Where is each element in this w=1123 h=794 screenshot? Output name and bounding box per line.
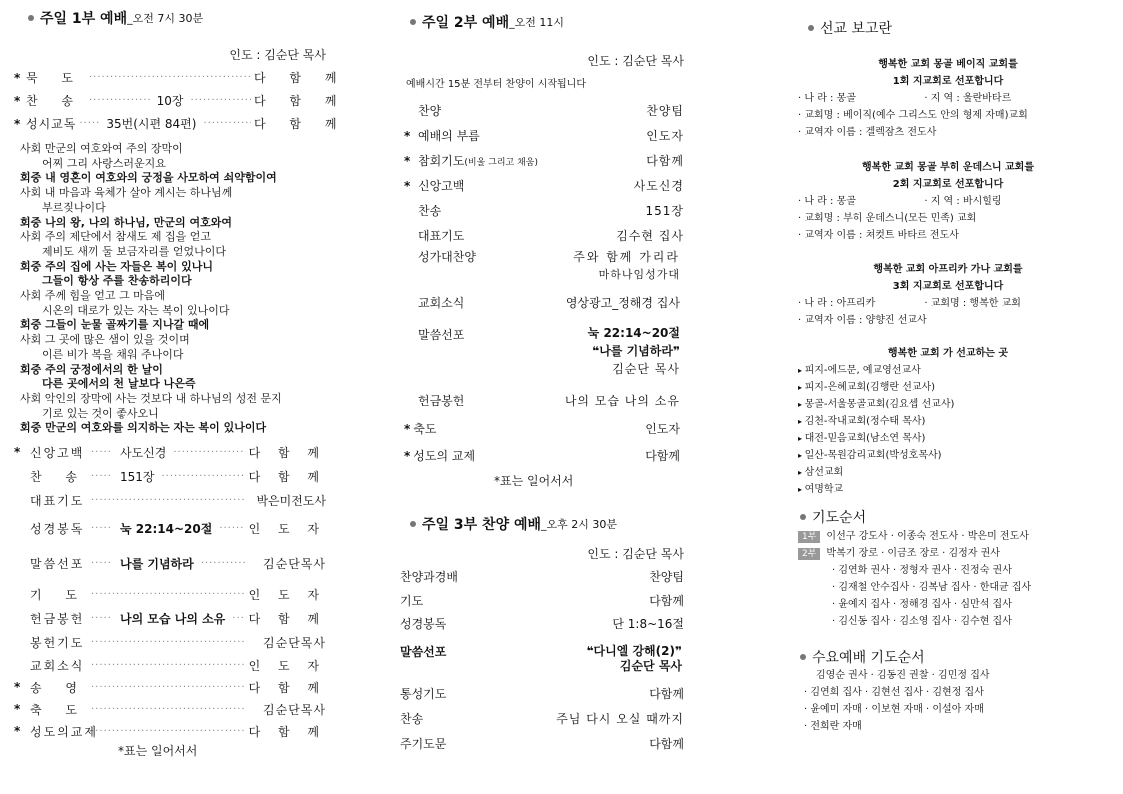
required-star: * <box>404 129 411 143</box>
second-service-time: _오전 11시 <box>509 16 564 29</box>
reading-line: 회중 그들이 눈물 골짜기를 지나갈 때에 <box>20 318 210 332</box>
prayer-row <box>798 613 1031 630</box>
reading-line: 사회 그 곳에 많은 샘이 있을 것이며 <box>20 333 190 347</box>
order-label: 대표기도 <box>418 229 465 243</box>
prayer-header <box>800 507 866 527</box>
order-row <box>14 698 326 720</box>
reading-line: 회중 내 영혼이 여호와의 궁정을 사모하여 쇠약함이여 <box>20 171 277 185</box>
reading-line: 부르짖나이다 <box>42 200 106 214</box>
choir-song: 주와 함께 가리라 <box>573 250 680 264</box>
fellowship-row: * 성도의 교제 다함께 <box>404 449 680 463</box>
second-service-title: 주일 2부 예배 <box>422 15 510 31</box>
news-value: 영상광고_정해경 집사 <box>565 296 680 310</box>
order-value: 다 함 께 <box>248 680 326 695</box>
order-value: 다 함 께 <box>248 445 326 460</box>
order-label: 송 영 <box>30 680 87 695</box>
order-value: 다 함 께 <box>248 469 326 484</box>
order-row <box>14 630 326 654</box>
order-row <box>404 123 684 148</box>
bullet-dot-icon <box>410 19 416 25</box>
third-sermon-label: 말씀선포 <box>400 645 447 659</box>
sermon-reference: 눅 22:14~20절 <box>587 326 680 340</box>
third-service-time: _오후 2시 30분 <box>541 518 618 531</box>
reading-line: 사회 만군의 여호와여 주의 장막이 <box>20 142 183 155</box>
service-tag: 2부 <box>798 548 820 560</box>
prayer-names: 윤예지 집사 · 정해경 집사 · 심만석 집사 <box>838 599 1012 610</box>
order-row <box>404 198 684 223</box>
order-label: 헌금봉헌 <box>30 611 85 626</box>
third-sermon-preacher: 김순단 목사 <box>619 659 682 673</box>
order-detail: 사도신경 <box>120 445 167 460</box>
prayer-names: 박복기 장로 · 이금조 장로 · 김정자 권사 <box>826 548 1000 559</box>
required-star: * <box>404 154 411 168</box>
third-row: 통성기도 다함께 <box>400 687 684 701</box>
reading-line: 제비도 새끼 둘 보금자리를 얻었나이다 <box>42 244 227 258</box>
fellowship-value: 다함께 <box>645 449 680 463</box>
reading-line: 사회 악인의 장막에 사는 것보다 내 하나님의 성전 문지 <box>20 391 282 405</box>
third-service-title: 주일 3부 찬양 예배 <box>422 517 542 533</box>
offering-row <box>418 392 680 409</box>
prayer-title: 기도순서 <box>812 510 867 526</box>
mission-item: ▸ 대전-믿음교회(남소연 목사) <box>798 430 1098 447</box>
mission-item: ▸ 피지-은혜교회(김행란 선교사) <box>798 379 1098 396</box>
prayer-order <box>798 528 1031 630</box>
reading-line: 회중 주의 궁정에서의 한 날이 <box>20 362 163 376</box>
reading-line: 어찌 그리 사랑스러운지요 <box>42 156 166 170</box>
order-row <box>14 676 326 698</box>
wednesday-row: · 김연희 집사 · 김현선 집사 · 김현정 집사 <box>804 684 990 701</box>
required-star: * <box>14 680 21 694</box>
first-service-leader: 인도 : 김순단 목사 <box>229 48 326 62</box>
supported-missions: 행복한 교회 가 선교하는 곳 ▸ 피지-에드문, 예교영선교사 ▸ 피지-은혜교회(김행란 선교사) ▸ 몽골-서울몽골교회(김요셉 선교사) ▸ 김천-작내교회(정수태 목사) ▸ 대전-믿음교회(남소연 목사) ▸ 일산-목원감리교회(박성호목사) ▸ 삼선교회 ▸ 여명학교 <box>798 345 1098 498</box>
mission-item: ▸ 여명학교 <box>798 481 1098 498</box>
order-label: 성경봉독 <box>30 521 85 536</box>
sermon-preacher: 김순단 목사 <box>612 362 680 376</box>
order-value: 다함께 <box>646 154 684 168</box>
order-row <box>404 98 684 123</box>
wednesday-row: · 전희란 자매 <box>804 718 990 735</box>
order-value: 김순단목사 <box>263 556 326 571</box>
order-value: 인 도 자 <box>248 658 326 673</box>
order-label: 대표기도 <box>30 493 85 508</box>
prayer-row <box>798 528 1031 545</box>
benediction-row: * 축도 인도자 <box>404 422 680 436</box>
bullet-dot-icon <box>800 654 806 660</box>
wednesday-row: 김영순 권사 · 김동진 권찰 · 김민정 집사 <box>816 670 990 681</box>
order-detail: 나를 기념하라 <box>120 556 194 571</box>
service-tag: 1부 <box>798 531 820 543</box>
wednesday-header <box>800 647 925 667</box>
required-star: * <box>14 445 21 459</box>
order-value: 김수현 집사 <box>616 229 684 243</box>
prayer-names: 김신동 집사 · 김소영 집사 · 김수현 집사 <box>838 616 1012 627</box>
order-row <box>14 464 326 488</box>
prayer-row <box>798 596 1031 613</box>
second-service-footnote: *표는 일어서서 <box>494 474 574 488</box>
order-list-a <box>14 66 347 135</box>
third-row: 성경봉독 단 1:8~16절 <box>400 617 684 631</box>
prayer-names: 김재철 안수집사 · 김복남 집사 · 한대균 집사 <box>838 582 1032 593</box>
second-service-header <box>410 12 564 32</box>
third-row: 찬양과경배 찬양팀 <box>400 570 684 584</box>
reading-line: 회중 나의 왕, 나의 하나님, 만군의 여호와여 <box>20 215 232 229</box>
order-detail: 나의 모습 나의 소유 <box>120 611 226 626</box>
required-star: * <box>14 702 21 716</box>
order-value: 박은미전도사 <box>256 493 326 508</box>
order-label: 축 도 <box>30 702 87 717</box>
first-service-title: 주일 1부 예배 <box>40 11 128 27</box>
mission-report-3: 행복한 교회 아프리카 가나 교회를 3회 지교회로 선포합니다 · 나 라 : 아프리카 · 교회명 : 행복한 교회 · 교역자 이름 : 양향진 선교사 <box>798 261 1098 329</box>
mission-item: ▸ 김천-작내교회(정수태 목사) <box>798 413 1098 430</box>
choir-label: 성가대찬양 <box>418 250 476 264</box>
offering-song: 나의 모습 나의 소유 <box>564 394 680 408</box>
third-sermon-title: ❝다니엘 강해(2)❞ <box>586 644 682 658</box>
choir-name: 마하나임성가대 <box>598 268 680 281</box>
sermon-label: 말씀선포 <box>418 328 465 342</box>
order-row <box>14 488 326 512</box>
order-row <box>404 223 684 248</box>
reading-line: 사회 내 마음과 육체가 살아 계시는 하나님께 <box>20 186 233 200</box>
order-note: (비울 그리고 채움) <box>464 158 538 168</box>
bullet-dot-icon <box>808 25 814 31</box>
order-value: 151장 <box>645 204 684 218</box>
benediction-value: 인도자 <box>645 422 680 436</box>
reading-line: 다른 곳에서의 천 날보다 나은즉 <box>42 377 196 391</box>
sermon-title: ❝나를 기념하라❞ <box>592 344 680 358</box>
order-value: 사도신경 <box>633 179 684 193</box>
mission-report-1: 행복한 교회 몽골 베이직 교회를 1회 지교회로 선포합니다 · 나 라 : 몽골 · 지 역 : 울란바타르 · 교회명 : 베이직(예수 그리스도 안의 형제 자매)교회 · 교역자 이름 : 겔렉잠츠 전도사 <box>798 56 1098 141</box>
order-row <box>404 148 684 173</box>
order-label: 말씀선포 <box>30 556 85 571</box>
third-service-header <box>410 514 617 534</box>
wednesday-title: 수요예배 기도순서 <box>812 650 925 666</box>
third-row: 기도 다함께 <box>400 594 684 608</box>
order-row <box>14 654 326 676</box>
order-label: 찬송 <box>418 204 442 218</box>
order-value: 인 도 자 <box>248 587 326 602</box>
order-label: 봉헌기도 <box>30 635 85 650</box>
first-service-footnote: *표는 일어서서 <box>118 744 198 758</box>
order-row <box>14 582 326 606</box>
order-value: 김순단목사 <box>263 702 326 717</box>
order-value: 다 함 께 <box>248 611 326 626</box>
order-row <box>404 173 684 198</box>
order-label: 찬양 <box>418 104 442 118</box>
order-row: * 성시교독 ····· 35번(시편 84편) ····· 다 함 께 <box>14 112 326 135</box>
order-label: 성도의교제 <box>30 724 98 739</box>
order-row <box>14 512 326 544</box>
third-service-leader: 인도 : 김순단 목사 <box>587 547 684 561</box>
reading-line: 사회 주의 제단에서 참새도 제 집을 얻고 <box>20 230 211 244</box>
order-row <box>14 606 326 630</box>
second-service-leader: 인도 : 김순단 목사 <box>587 54 684 68</box>
responsive-reading <box>20 142 282 436</box>
fellowship-label: 성도의 교제 <box>413 449 476 463</box>
reading-line: 회중 주의 집에 사는 자들은 복이 있나니 <box>20 259 213 273</box>
third-row: 주기도문 다함께 <box>400 737 684 751</box>
prayer-row <box>798 579 1031 596</box>
first-service-time: _오전 7시 30분 <box>127 12 204 25</box>
order-row <box>14 544 326 582</box>
reading-line: 그들이 항상 주를 찬송하리이다 <box>42 274 192 288</box>
order-detail: 151장 <box>120 469 155 484</box>
praise-note: 예배시간 15분 전부터 찬양이 시작됩니다 <box>406 79 586 90</box>
prayer-names: 김연화 권사 · 정형자 권사 · 진정숙 권사 <box>838 565 1012 576</box>
wednesday-row: · 윤예미 자매 · 이보현 자매 · 이설아 자매 <box>804 701 990 718</box>
order-row <box>14 720 326 742</box>
prayer-row <box>798 562 1031 579</box>
mission-item: ▸ 피지-에드문, 예교영선교사 <box>798 362 1098 379</box>
bullet-dot-icon <box>800 514 806 520</box>
order-list-b <box>14 440 326 742</box>
bullet-dot-icon <box>28 15 34 21</box>
wednesday-prayer-order <box>804 667 990 735</box>
mission-header <box>808 18 892 38</box>
order-value: 다 함 께 <box>248 724 326 739</box>
order-row: * 찬 송 ····· 10장 ····· 다 함 께 <box>14 89 326 112</box>
required-star: * <box>14 724 21 738</box>
reading-line: 회중 만군의 여호와를 의지하는 자는 복이 있나이다 <box>20 421 267 435</box>
prayer-names: 이선구 강도사 · 이종숙 전도사 · 박은미 전도사 <box>826 531 1029 542</box>
order-row <box>14 440 326 464</box>
mission-title: 선교 보고란 <box>820 21 893 37</box>
mission-item: ▸ 몽골-서울몽골교회(김요셉 선교사) <box>798 396 1098 413</box>
order-label: 예배의 부름 <box>418 129 480 143</box>
required-star: * <box>404 179 411 193</box>
order-label: 찬 송 <box>30 469 87 484</box>
mission-report-2: 행복한 교회 몽골 부히 운데스니 교회를 2회 지교회로 선포합니다 · 나 라 : 몽골 · 지 역 : 바시힐링 · 교회명 : 부히 운데스니(모든 민족) 교회 · 교역자 이름 : 쳐컷트 바타르 전도사 <box>798 159 1098 244</box>
bullet-dot-icon <box>410 521 416 527</box>
second-order-list <box>404 98 684 248</box>
reading-line: 시온의 대로가 있는 자는 복이 있나이다 <box>42 303 230 317</box>
mission-item: ▸ 삼선교회 <box>798 464 1098 481</box>
third-row: 찬송 주님 다시 오실 때까지 <box>400 712 684 726</box>
order-label: 기 도 <box>30 587 87 602</box>
order-label: 신앙고백 <box>418 179 465 193</box>
order-detail: 눅 22:14~20절 <box>120 521 213 536</box>
order-value: 찬양팀 <box>646 104 684 118</box>
news-label: 교회소식 <box>418 296 465 310</box>
reading-line: 이른 비가 복을 채워 주나이다 <box>42 347 184 361</box>
offering-label: 헌금봉헌 <box>418 394 465 408</box>
prayer-row <box>798 545 1031 562</box>
benediction-label: 축도 <box>413 422 437 436</box>
choir-row <box>418 248 680 265</box>
order-value: 김순단목사 <box>263 635 326 650</box>
order-row: * 묵 도 ····· 다 함 께 <box>14 66 326 89</box>
first-service-header <box>28 8 203 28</box>
news-row <box>418 294 680 311</box>
reading-line: 기로 있는 것이 좋사오니 <box>42 406 159 420</box>
reading-line: 사회 주께 힘을 얻고 그 마음에 <box>20 289 165 303</box>
order-label: 참회기도 <box>418 154 465 168</box>
order-value: 인도자 <box>646 129 684 143</box>
mission-item: ▸ 일산-목원감리교회(박성호목사) <box>798 447 1098 464</box>
order-value: 인 도 자 <box>248 521 326 536</box>
order-label: 교회소식 <box>30 658 85 673</box>
order-label: 신앙고백 <box>30 445 85 460</box>
